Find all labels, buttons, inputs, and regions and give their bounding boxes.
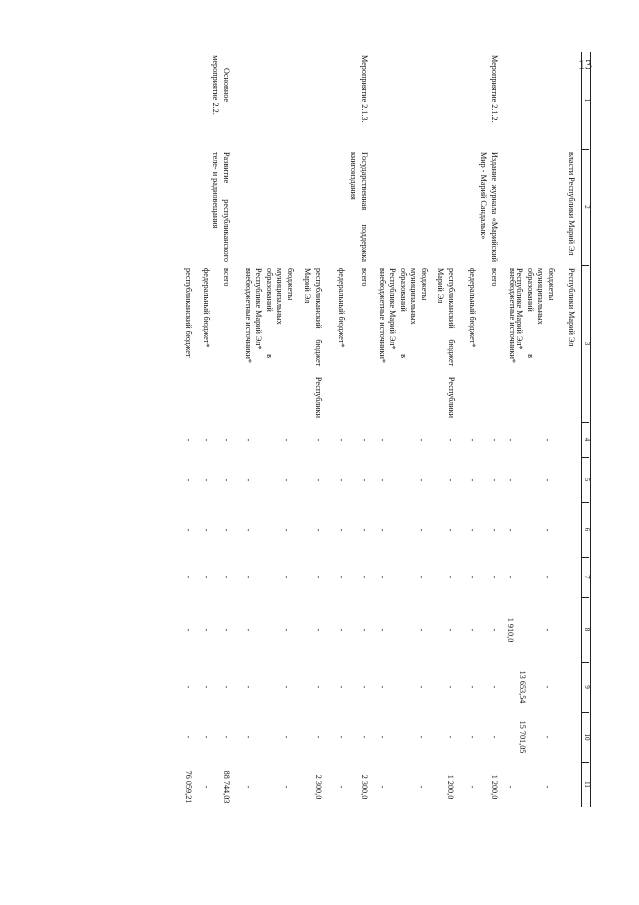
row8-c9: - — [360, 685, 369, 689]
row7-c6: - — [378, 528, 387, 532]
row15-c11: 76 059,21 — [184, 770, 193, 804]
row6-c9: - — [417, 685, 426, 689]
row5-c5: - — [446, 478, 455, 482]
row8-c8: - — [360, 628, 369, 632]
row14-c10: - — [202, 735, 211, 739]
row10-c6: - — [314, 528, 323, 532]
row8-c11: 2 300,0 — [360, 774, 369, 800]
row2-c6: - — [506, 528, 515, 532]
row15-c10: - — [184, 735, 193, 739]
row7-c7: - — [378, 575, 387, 579]
row9-c9: - — [337, 685, 346, 689]
row6-c5: - — [417, 478, 426, 482]
row12-c5: - — [244, 478, 253, 482]
row5-c10: - — [446, 735, 455, 739]
row14-c4: - — [202, 438, 211, 442]
row3-c10: - — [490, 735, 499, 739]
row3-c5: - — [490, 478, 499, 482]
row9-c8: - — [337, 628, 346, 632]
row1-source: бюджеты муниципальных образований в Республике Марий Эл* — [515, 268, 556, 358]
row9-source: федеральный бюджет* — [337, 268, 346, 348]
row4-c8: - — [468, 628, 477, 632]
col-header-8: 8 — [583, 627, 591, 632]
row10-c10: - — [314, 735, 323, 739]
row13-c11: 88 744,03 — [222, 770, 231, 804]
col-header-2: 2 — [583, 205, 591, 209]
row14-c8: - — [202, 628, 211, 632]
row3-c9: - — [490, 685, 499, 689]
row0-source: Республики Марий Эл — [567, 268, 576, 347]
row7-c8: - — [378, 628, 387, 632]
row12-c10: - — [244, 735, 253, 739]
row3-c6: - — [490, 528, 499, 532]
row4-c6: - — [468, 528, 477, 532]
row6-c7: - — [417, 575, 426, 579]
row1-c4: - — [543, 438, 552, 442]
row14-c5: - — [202, 478, 211, 482]
row3-source: всего — [490, 268, 499, 287]
row12-source: внебюджетные источники* — [244, 268, 253, 363]
col-header-1: 1 — [583, 98, 591, 103]
row5-c9: - — [446, 685, 455, 689]
row1-c9: - — [543, 685, 552, 689]
row3-c7: - — [490, 575, 499, 579]
row11-c7: - — [282, 575, 291, 579]
row13-c7: - — [222, 575, 231, 579]
row7-c10: - — [378, 735, 387, 739]
row4-source: федеральный бюджет* — [468, 268, 477, 348]
row4-c5: - — [468, 478, 477, 482]
row15-source: республиканский бюджет — [184, 268, 193, 358]
row11-c4: - — [282, 438, 291, 442]
row12-c7: - — [244, 575, 253, 579]
row7-c11: - — [378, 785, 387, 789]
row11-c5: - — [282, 478, 291, 482]
row11-c6: - — [282, 528, 291, 532]
row8-c4: - — [360, 438, 369, 442]
row15-c6: - — [184, 528, 193, 532]
row8-c5: - — [360, 478, 369, 482]
row14-c11: - — [202, 785, 211, 789]
row3-event: Мероприятие 2.1.2. — [490, 55, 499, 123]
row2-c7: - — [506, 575, 515, 579]
row3-c8: - — [490, 628, 499, 632]
row9-c11: - — [337, 785, 346, 789]
row15-c7: - — [184, 575, 193, 579]
row4-c7: - — [468, 575, 477, 579]
row6-c8: - — [417, 628, 426, 632]
row5-source: республиканский бюджет Республики Марий Эл — [436, 268, 456, 418]
row14-c6: - — [202, 528, 211, 532]
row13-c6: - — [222, 528, 231, 532]
row12-c6: - — [244, 528, 253, 532]
row5-c11: 1 200,0 — [446, 774, 455, 800]
budget-table — [71, 52, 591, 807]
row1-c10: - — [543, 735, 552, 739]
row13-c5: - — [222, 478, 231, 482]
row6-c6: - — [417, 528, 426, 532]
row2-c11: - — [506, 785, 515, 789]
row4-c10: - — [468, 735, 477, 739]
col-header-4: 4 — [583, 437, 591, 442]
row5-c4: - — [446, 438, 455, 442]
row1-c5: - — [543, 478, 552, 482]
row2-source: внебюджетные источники* — [508, 268, 517, 363]
row9-c6: - — [337, 528, 346, 532]
row10-c9: - — [314, 685, 323, 689]
row2-c5: - — [506, 478, 515, 482]
row3-program: Издание журнала «Марийский Мир - Марий Сандалык» — [479, 152, 499, 262]
row5-c8: - — [446, 628, 455, 632]
col-header-9: 9 — [583, 685, 591, 689]
row10-c11: 2 300,0 — [314, 774, 323, 800]
row9-c5: - — [337, 478, 346, 482]
row0-program: власти Республики Марий Эл — [567, 152, 576, 256]
row6-source: бюджеты муниципальных образований в Республике Марий Эл* — [388, 268, 429, 358]
row11-c11: - — [282, 785, 291, 789]
row9-c10: - — [337, 735, 346, 739]
row13-source: всего — [222, 268, 231, 287]
row13-c4: - — [222, 438, 231, 442]
row13-c9: - — [222, 685, 231, 689]
row14-c7: - — [202, 575, 211, 579]
row12-c4: - — [244, 438, 253, 442]
row11-c10: - — [282, 735, 291, 739]
col-header-3: 3 — [583, 341, 591, 346]
row1-c7: - — [543, 575, 552, 579]
row2-c4: - — [506, 438, 515, 442]
row2-c9: 13 653,54 — [518, 670, 527, 704]
col-header-5: 5 — [583, 477, 591, 482]
row10-c4: - — [314, 438, 323, 442]
row1-c11: - — [543, 785, 552, 789]
row13-c10: - — [222, 735, 231, 739]
row6-c11: - — [417, 785, 426, 789]
row12-c11: - — [244, 785, 253, 789]
row2-c8: 1 910,0 — [506, 617, 515, 643]
row5-c7: - — [446, 575, 455, 579]
row8-event: Мероприятие 2.1.3. — [360, 55, 369, 123]
row12-c9: - — [244, 685, 253, 689]
row5-c6: - — [446, 528, 455, 532]
row6-c4: - — [417, 438, 426, 442]
row9-c4: - — [337, 438, 346, 442]
row9-c7: - — [337, 575, 346, 579]
row13-event: Основное мероприятие 2.2. — [211, 55, 231, 115]
row1-c6: - — [543, 528, 552, 532]
page-number: 13 — [578, 58, 592, 73]
row11-source: бюджеты муниципальных образований в Республике Марий Эл* — [254, 268, 295, 358]
row8-source: всего — [360, 268, 369, 287]
row15-c4: - — [184, 438, 193, 442]
col-header-6: 6 — [583, 527, 591, 532]
row11-c8: - — [282, 628, 291, 632]
row14-source: федеральный бюджет* — [202, 268, 211, 348]
row15-c5: - — [184, 478, 193, 482]
row2-c10: 15 701,05 — [518, 720, 527, 754]
row13-c8: - — [222, 628, 231, 632]
row8-c6: - — [360, 528, 369, 532]
row8-program: Государственная поддержка книгоиздания — [349, 152, 369, 262]
row4-c11: - — [468, 785, 477, 789]
row6-c10: - — [417, 735, 426, 739]
row12-c8: - — [244, 628, 253, 632]
row15-c8: - — [184, 628, 193, 632]
row15-c9: - — [184, 685, 193, 689]
row4-c4: - — [468, 438, 477, 442]
col-header-11: 11 — [583, 781, 591, 788]
row7-c9: - — [378, 685, 387, 689]
row8-c7: - — [360, 575, 369, 579]
row13-program: Развитие республиканского теле- и радиовещания — [211, 152, 231, 262]
row7-c5: - — [378, 478, 387, 482]
row1-c8: - — [543, 628, 552, 632]
row7-c4: - — [378, 438, 387, 442]
row10-source: республиканский бюджет Республики Марий Эл — [303, 268, 323, 418]
row7-source: внебюджетные источники* — [378, 268, 387, 363]
row10-c7: - — [314, 575, 323, 579]
col-header-7: 7 — [583, 575, 591, 579]
row3-c4: - — [490, 438, 499, 442]
row14-c9: - — [202, 685, 211, 689]
row8-c10: - — [360, 735, 369, 739]
row10-c5: - — [314, 478, 323, 482]
row11-c9: - — [282, 685, 291, 689]
row10-c8: - — [314, 628, 323, 632]
col-header-10: 10 — [583, 733, 591, 741]
row3-c11: 1 200,0 — [490, 774, 499, 800]
row4-c9: - — [468, 685, 477, 689]
